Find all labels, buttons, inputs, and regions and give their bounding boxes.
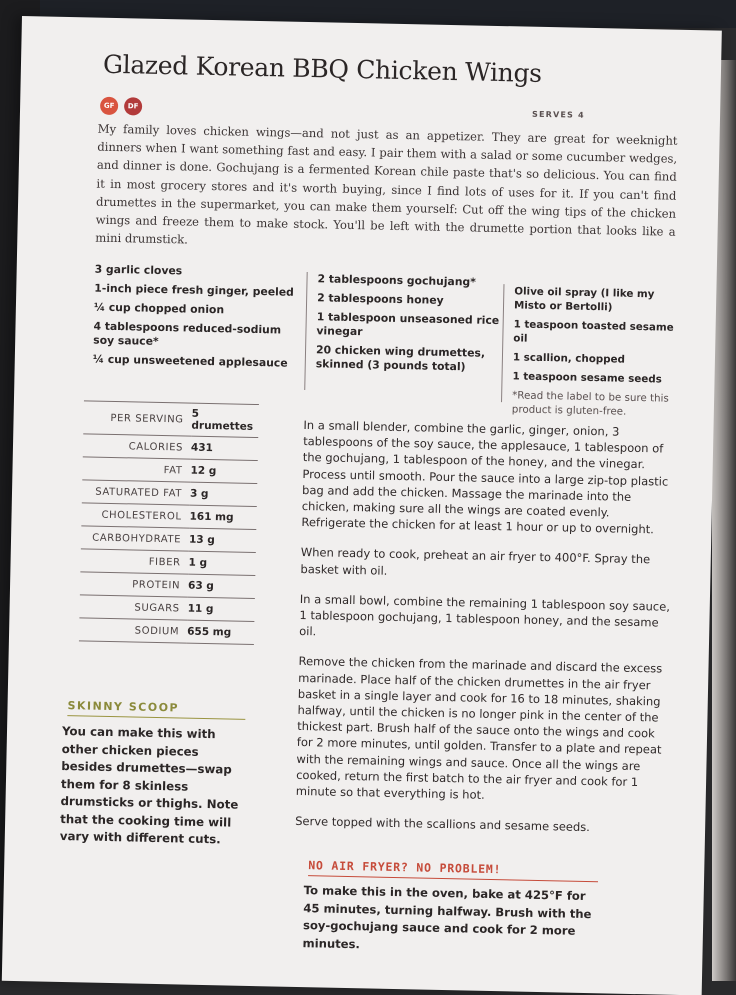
serves-label: SERVES 4	[531, 109, 585, 120]
nutrition-value: 63 g	[188, 574, 255, 598]
nutrition-value: 12 g	[190, 459, 257, 483]
nutrition-value: 11 g	[187, 597, 254, 621]
nutrition-label: PER SERVING	[83, 401, 192, 436]
ingredient-item: 1 scallion, chopped	[512, 351, 626, 366]
gluten-free-footnote: *Read the label to be sure this product is gluten-free.	[511, 389, 669, 418]
ingredients-column-2	[304, 272, 507, 394]
nutrition-value: 3 g	[190, 482, 257, 506]
step-paragraph: Remove the chicken from the marinade and discard the excess marinade. Place half of the chicken drumettes in the air fryer basket in a single layer and cook for 16 to 18 minutes, shaking halfway, until the chicken is no longer pink in the center of the thickest part. Brush half of the sauce onto the wings and cook for 2 more minutes, until golden. Transfer to a plate and repeat with the remaining wings and sauce. Once all the wings are cooked, return the first batch to the air fryer and cook for 1 minute so that everything is hot.	[295, 654, 663, 802]
skinny-scoop-title: SKINNY SCOOP	[67, 699, 245, 720]
ingredient-item: 20 chicken wing drumettes, skinned (3 pounds total)	[315, 343, 486, 374]
ingredient-item: 1 teaspoon sesame seeds	[512, 370, 662, 386]
nutrition-value: 1 g	[188, 551, 255, 575]
ingredient-item: 2 tablespoons honey	[317, 291, 444, 307]
nutrition-value: 13 g	[189, 528, 256, 552]
nutrition-label: SUGARS	[79, 595, 187, 620]
recipe-intro: My family loves chicken wings—and not just as an appetizer. They are great for weeknight dinners when I want something fast and easy. I pair them with a salad or some cucumber wedges, and dinner is done. Gochujang is a fermented Korean chile paste that's so delicious. You can find it in most grocery stores and it's worth buying, since I find lots of uses for it. If you can't find drumettes in the supermarket, you can make them yourself: Cut off the wing tips of the chicken wings and freeze them to make stock. You'll be left with the drumette portion that looks like a mini drumstick.	[95, 121, 678, 247]
ingredient-item: 1-inch piece fresh ginger, peeled	[94, 281, 294, 299]
diet-badges	[100, 97, 142, 116]
nutrition-label: PROTEIN	[80, 572, 188, 597]
ingredient-item: 3 garlic cloves	[94, 262, 183, 278]
nutrition-value: 431	[191, 436, 258, 460]
ingredient-item: ¼ cup chopped onion	[93, 300, 225, 317]
skinny-scoop-text: You can make this with other chicken pieces besides drumettes—swap them for 8 skinless drumsticks or thighs. Note that the cooking time will vary with different cuts.	[59, 723, 239, 847]
cookbook-page	[2, 16, 722, 995]
table-row	[83, 401, 259, 438]
ingredient-item: 1 teaspoon toasted sesame oil	[513, 318, 674, 345]
ingredients-column-1	[93, 263, 300, 376]
nutrition-table	[79, 400, 259, 645]
nutrition-label: FIBER	[80, 549, 188, 574]
table-row	[79, 618, 254, 645]
nutrition-label: CALORIES	[83, 434, 191, 459]
nutrition-label: CARBOHYDRATE	[81, 526, 189, 551]
nutrition-label: FAT	[82, 457, 190, 482]
step-paragraph: In a small bowl, combine the remaining 1 tablespoon soy sauce, 1 tablespoon gochujang, 1 tablespoon honey, and the sesame oil.	[299, 591, 671, 639]
nutrition-label: SODIUM	[79, 618, 187, 643]
nutrition-value: 5 drumettes	[191, 403, 259, 437]
no-air-fryer-text: To make this in the oven, bake at 425°F for 45 minutes, turning halfway. Brush with the soy-gochujang sauce and cook for 2 more minutes.	[302, 883, 592, 951]
gluten-free-badge: GF	[100, 97, 118, 115]
no-air-fryer-title: NO AIR FRYER? NO PROBLEM!	[308, 858, 598, 882]
recipe-steps	[295, 417, 676, 851]
nutrition-value: 655 mg	[187, 620, 254, 644]
ingredients-column-3	[501, 284, 674, 418]
step-paragraph: Serve topped with the scallions and sesame seeds.	[295, 814, 591, 835]
ingredient-item: 4 tablespoons reduced-sodium soy sauce*	[93, 319, 282, 348]
ingredient-item: ¼ cup unsweetened applesauce	[92, 352, 288, 370]
step-paragraph: When ready to cook, preheat an air fryer to 400°F. Spray the basket with oil.	[300, 545, 651, 578]
nutrition-value: 161 mg	[189, 505, 256, 529]
dairy-free-badge: DF	[124, 97, 142, 115]
step-paragraph: In a small blender, combine the garlic, ginger, onion, 3 tablespoons of the soy sauce, the applesauce, 1 tablespoon of the gochujang, 1 tablespoon of the honey, and the vinegar. Process until smooth. Pour the sauce into a large zip-top plastic bag and add the chicken. Massage the marinade into the chicken, making sure all the wings are coated evenly. Refrigerate the chicken for at least 1 hour or up to overnight.	[301, 417, 669, 537]
recipe-title: Glazed Korean BBQ Chicken Wings	[102, 49, 543, 88]
ingredient-item: 1 tablespoon unseasoned rice vinegar	[316, 310, 500, 339]
ingredient-item: 2 tablespoons gochujang*	[317, 272, 476, 289]
ingredient-item: Olive oil spray (I like my Misto or Bertolli)	[513, 285, 655, 314]
nutrition-label: SATURATED FAT	[82, 480, 190, 505]
nutrition-label: CHOLESTEROL	[81, 503, 189, 528]
